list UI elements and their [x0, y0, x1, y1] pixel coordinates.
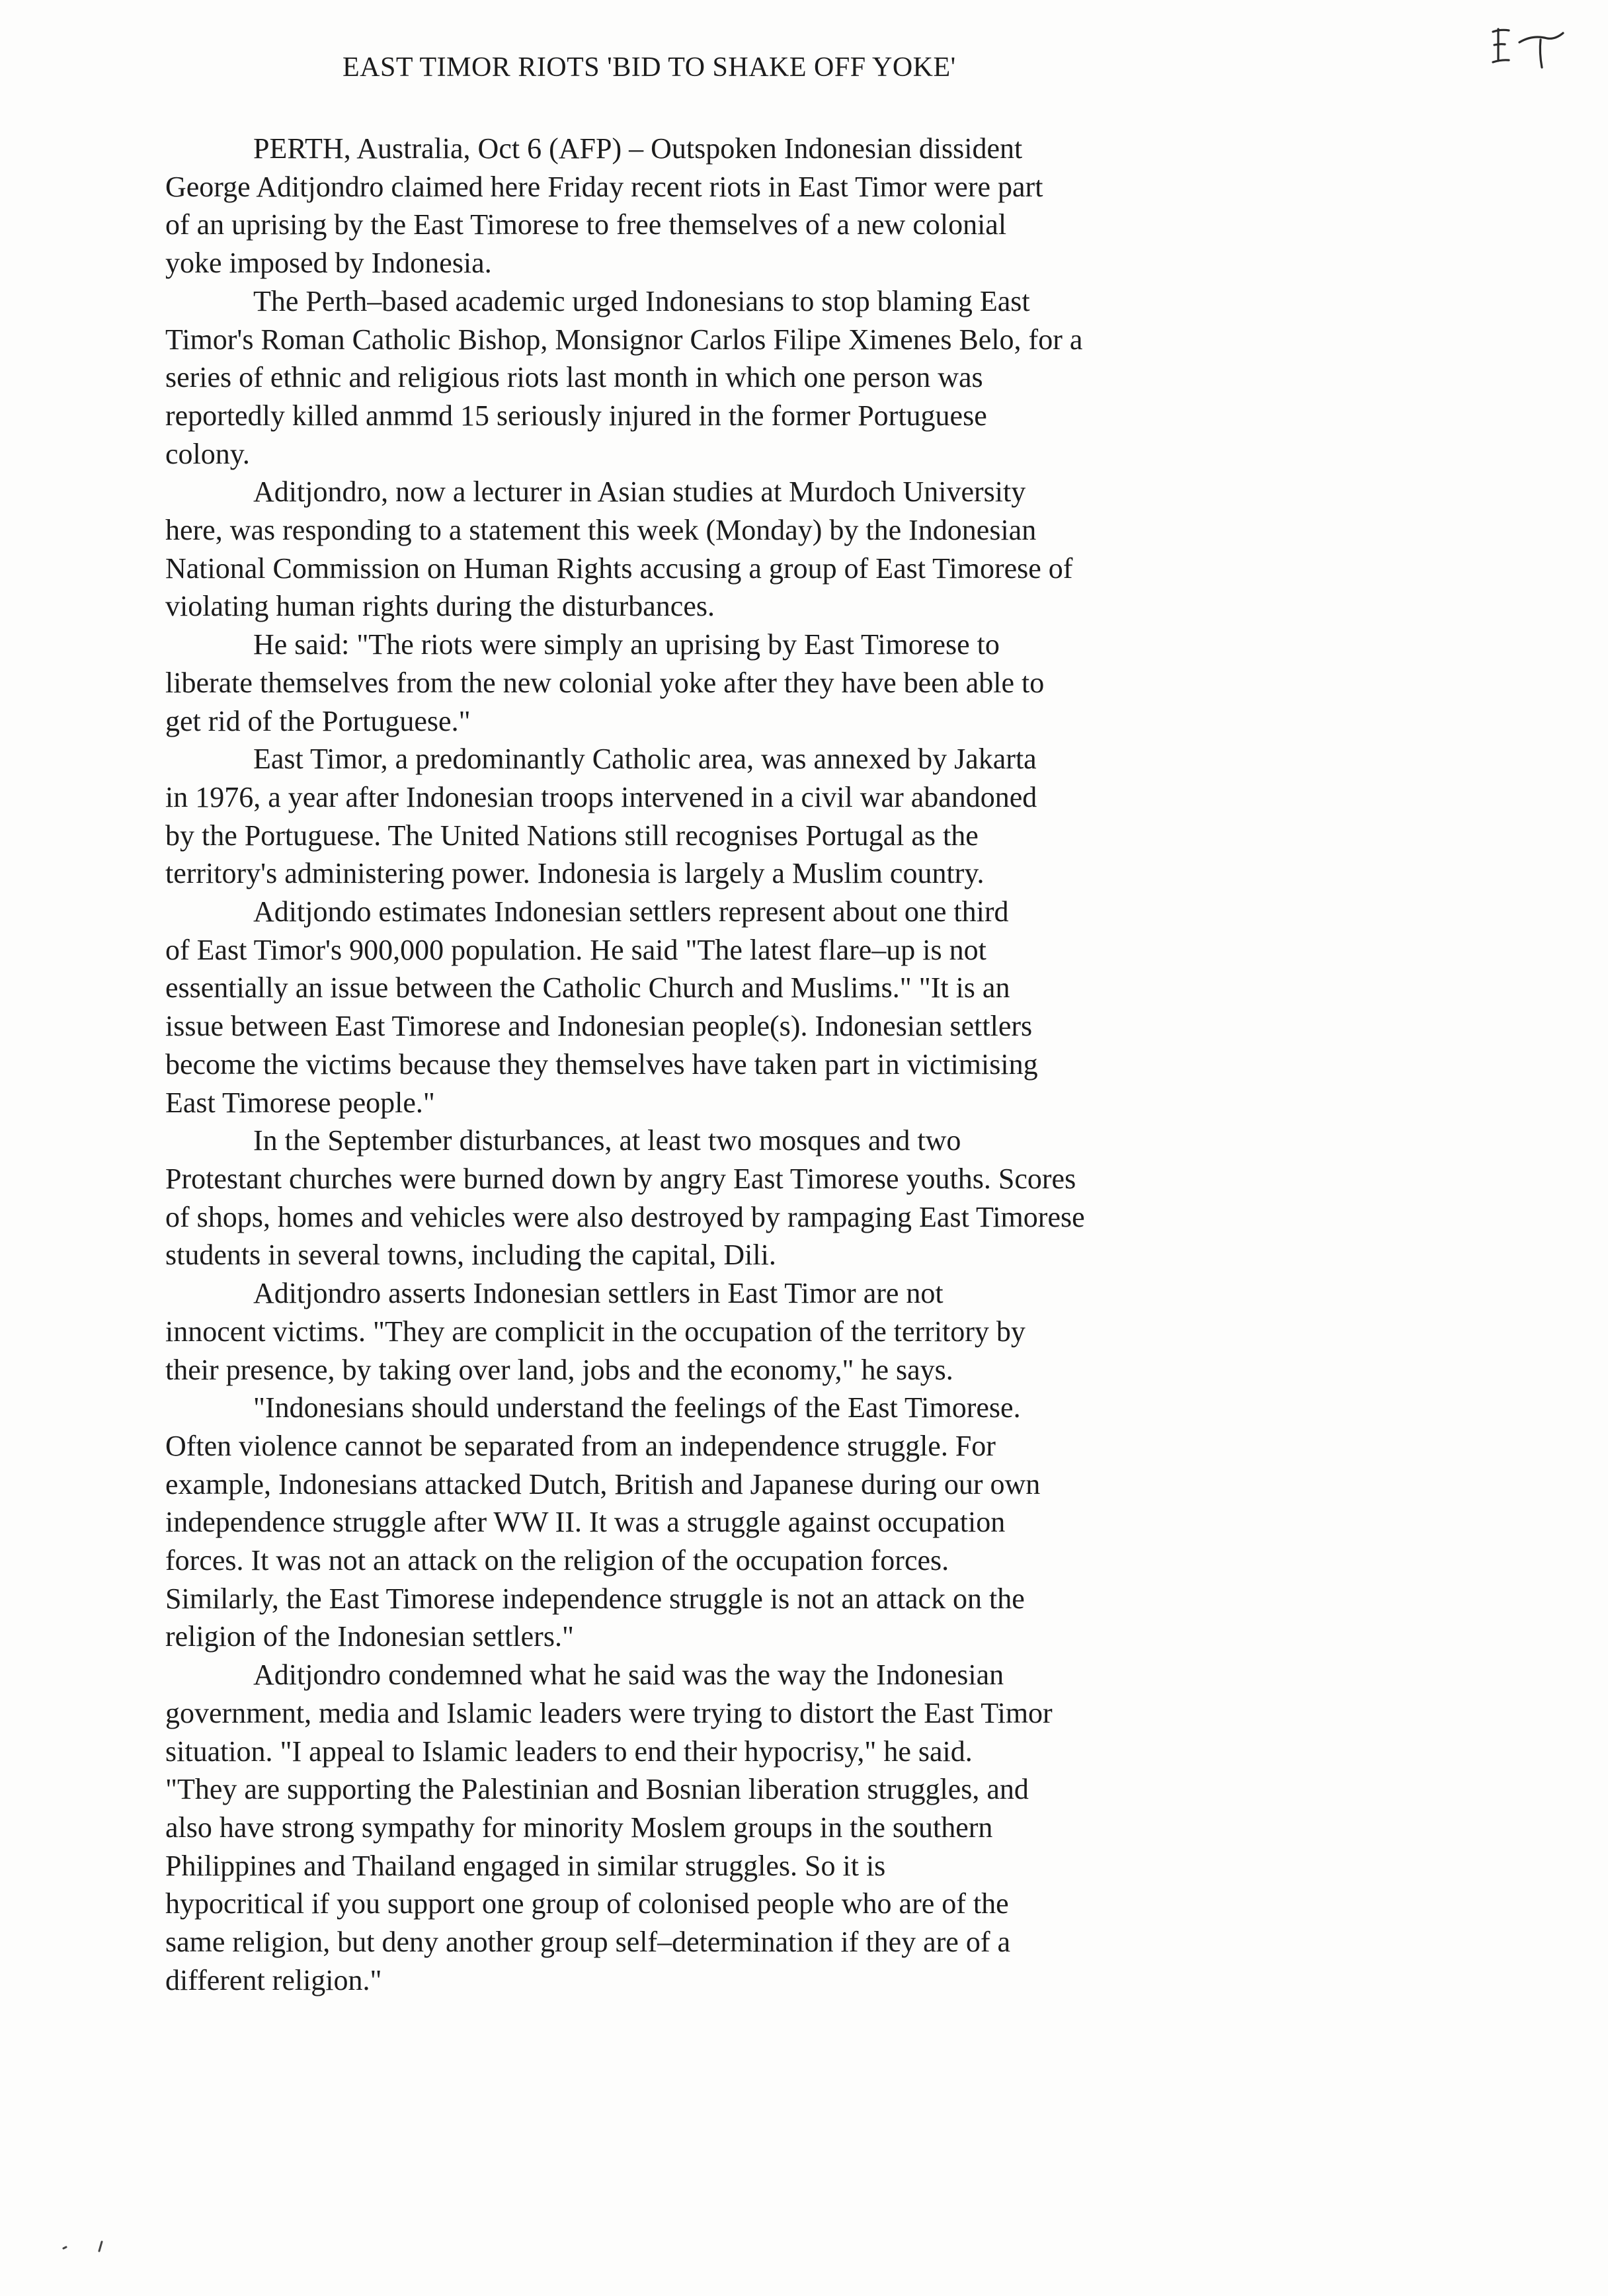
- text-line: Philippines and Thailand engaged in similar struggles. So it is: [165, 1849, 886, 1882]
- text-line: Aditjondro condemned what he said was the way the Indonesian: [253, 1659, 1004, 1692]
- text-line: Timor's Roman Catholic Bishop, Monsignor Carlos Filipe Ximenes Belo, for a: [165, 323, 1083, 356]
- article-body: [165, 130, 1303, 1999]
- text-line: of an uprising by the East Timorese to free themselves of a new colonial: [165, 208, 1007, 241]
- text-line: George Aditjondro claimed here Friday recent riots in East Timor were part: [165, 170, 1043, 203]
- scan-speck-marks: [60, 2235, 112, 2255]
- text-line: students in several towns, including the capital, Dili.: [165, 1239, 776, 1272]
- text-line: become the victims because they themselves have taken part in victimising: [165, 1047, 1038, 1081]
- text-line: territory's administering power. Indonesia is largely a Muslim country.: [165, 857, 985, 890]
- handwritten-initials: [1486, 20, 1572, 73]
- text-line: liberate themselves from the new colonial yoke after they have been able to: [165, 666, 1045, 699]
- text-line: of shops, homes and vehicles were also destroyed by rampaging East Timorese: [165, 1200, 1085, 1233]
- paragraph: [165, 473, 1303, 626]
- text-line: by the Portuguese. The United Nations still recognises Portugal as the: [165, 819, 979, 852]
- text-line: reportedly killed anmmd 15 seriously injured in the former Portuguese: [165, 399, 987, 432]
- text-line: National Commission on Human Rights accusing a group of East Timorese of: [165, 552, 1073, 585]
- paragraph: [165, 1122, 1303, 1274]
- text-line: get rid of the Portuguese.": [165, 704, 471, 737]
- text-line: violating human rights during the disturbances.: [165, 590, 715, 623]
- paragraph: [165, 740, 1303, 893]
- text-line: Protestant churches were burned down by angry East Timorese youths. Scores: [165, 1162, 1076, 1195]
- text-line: Aditjondro asserts Indonesian settlers in East Timor are not: [253, 1277, 944, 1310]
- text-line: Often violence cannot be separated from an independence struggle. For: [165, 1429, 996, 1462]
- text-line: government, media and Islamic leaders were trying to distort the East Timor: [165, 1696, 1053, 1729]
- text-line: different religion.": [165, 1963, 382, 1996]
- text-line: independence struggle after WW II. It was a struggle against occupation: [165, 1506, 1006, 1539]
- text-line: religion of the Indonesian settlers.": [165, 1620, 574, 1653]
- text-line: In the September disturbances, at least two mosques and two: [253, 1124, 961, 1157]
- text-line: The Perth–based academic urged Indonesians to stop blaming East: [253, 284, 1030, 317]
- text-line: He said: "The riots were simply an uprising by East Timorese to: [253, 628, 1000, 661]
- text-line: in 1976, a year after Indonesian troops intervened in a civil war abandoned: [165, 780, 1037, 813]
- text-line: "They are supporting the Palestinian and Bosnian liberation struggles, and: [165, 1773, 1029, 1806]
- text-line: situation. "I appeal to Islamic leaders to end their hypocrisy," he said.: [165, 1735, 973, 1768]
- text-line: issue between East Timorese and Indonesian people(s). Indonesian settlers: [165, 1010, 1033, 1043]
- text-line: hypocritical if you support one group of colonised people who are of the: [165, 1887, 1009, 1920]
- paragraph: [165, 1389, 1303, 1656]
- text-line: yoke imposed by Indonesia.: [165, 247, 492, 280]
- text-line: also have strong sympathy for minority Moslem groups in the southern: [165, 1811, 993, 1844]
- paragraph: [165, 282, 1303, 473]
- text-line: PERTH, Australia, Oct 6 (AFP) – Outspoken Indonesian dissident: [253, 132, 1023, 165]
- paragraph: [165, 130, 1303, 282]
- paragraph: [165, 1656, 1303, 1999]
- paragraph: [165, 626, 1303, 740]
- text-line: "Indonesians should understand the feelings of the East Timorese.: [253, 1391, 1021, 1424]
- text-line: forces. It was not an attack on the religion of the occupation forces.: [165, 1544, 949, 1577]
- text-line: East Timor, a predominantly Catholic area, was annexed by Jakarta: [253, 743, 1037, 776]
- text-line: Aditjondo estimates Indonesian settlers represent about one third: [253, 895, 1009, 928]
- text-line: series of ethnic and religious riots last month in which one person was: [165, 361, 983, 394]
- text-line: Aditjondro, now a lecturer in Asian studies at Murdoch University: [253, 475, 1026, 509]
- text-line: of East Timor's 900,000 population. He said "The latest flare–up is not: [165, 933, 986, 966]
- text-line: here, was responding to a statement this week (Monday) by the Indonesian: [165, 514, 1037, 547]
- text-line: same religion, but deny another group self–determination if they are of a: [165, 1926, 1011, 1959]
- text-line: their presence, by taking over land, jobs and the economy," he says.: [165, 1353, 953, 1386]
- text-line: colony.: [165, 437, 250, 470]
- text-line: East Timorese people.": [165, 1086, 435, 1119]
- paragraph: [165, 893, 1303, 1122]
- text-line: Similarly, the East Timorese independence struggle is not an attack on the: [165, 1582, 1025, 1615]
- text-line: example, Indonesians attacked Dutch, British and Japanese during our own: [165, 1467, 1041, 1500]
- text-line: innocent victims. "They are complicit in the occupation of the territory by: [165, 1315, 1025, 1348]
- text-line: essentially an issue between the Catholic Church and Muslims." "It is an: [165, 971, 1010, 1004]
- paragraph: [165, 1274, 1303, 1389]
- headline: EAST TIMOR RIOTS 'BID TO SHAKE OFF YOKE': [342, 52, 956, 83]
